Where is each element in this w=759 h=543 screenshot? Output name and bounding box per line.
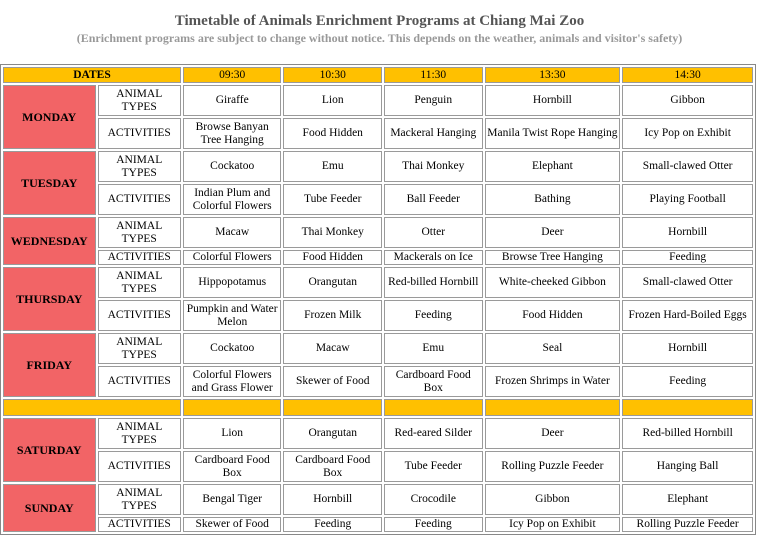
row-label-activities: ACTIVITIES xyxy=(98,300,181,331)
day-friday: FRIDAY xyxy=(3,333,96,397)
activity-cell: Frozen Shrimps in Water xyxy=(485,366,621,397)
weekend-separator-row xyxy=(3,399,753,416)
animal-cell: Emu xyxy=(283,151,382,182)
animal-cell: Hornbill xyxy=(283,484,382,515)
animal-cell: Seal xyxy=(485,333,621,364)
thursday-activities-row xyxy=(3,300,753,331)
activity-cell: Rolling Puzzle Feeder xyxy=(622,517,753,532)
row-label-activities: ACTIVITIES xyxy=(98,184,181,215)
row-label-animal-types: ANIMAL TYPES xyxy=(98,418,181,449)
thursday-animals-row xyxy=(3,267,753,298)
animal-cell: Cockatoo xyxy=(183,333,282,364)
sunday-activities-row xyxy=(3,517,753,532)
animal-cell: Deer xyxy=(485,217,621,248)
activity-cell: Indian Plum and Colorful Flowers xyxy=(183,184,282,215)
monday-activities-row xyxy=(3,118,753,149)
animal-cell: Elephant xyxy=(485,151,621,182)
activity-cell: Feeding xyxy=(384,300,483,331)
activity-cell: Feeding xyxy=(622,366,753,397)
activity-cell: Rolling Puzzle Feeder xyxy=(485,451,621,482)
animal-cell: Penguin xyxy=(384,85,483,116)
wednesday-animals-row xyxy=(3,217,753,248)
row-label-activities: ACTIVITIES xyxy=(98,118,181,149)
animal-cell: Lion xyxy=(283,85,382,116)
timetable xyxy=(0,64,756,535)
row-label-activities: ACTIVITIES xyxy=(98,451,181,482)
header-time: 14:30 xyxy=(622,67,753,83)
activity-cell: Mackerals on Ice xyxy=(384,250,483,265)
activity-cell: Food Hidden xyxy=(283,118,382,149)
animal-cell: Red-billed Hornbill xyxy=(384,267,483,298)
animal-cell: Orangutan xyxy=(283,267,382,298)
activity-cell: Pumpkin and Water Melon xyxy=(183,300,282,331)
activity-cell: Colorful Flowers xyxy=(183,250,282,265)
day-sunday: SUNDAY xyxy=(3,484,96,532)
activity-cell: Icy Pop on Exhibit xyxy=(485,517,621,532)
row-label-animal-types: ANIMAL TYPES xyxy=(98,267,181,298)
row-label-animal-types: ANIMAL TYPES xyxy=(98,85,181,116)
page-title: Timetable of Animals Enrichment Programs at Chiang Mai Zoo xyxy=(174,13,585,29)
header-row xyxy=(3,67,753,83)
separator-cell xyxy=(283,399,382,416)
row-label-activities: ACTIVITIES xyxy=(98,250,181,265)
animal-cell: Bengal Tiger xyxy=(183,484,282,515)
activity-cell: Playing Football xyxy=(622,184,753,215)
separator-cell xyxy=(384,399,483,416)
day-wednesday: WEDNESDAY xyxy=(3,217,96,265)
friday-activities-row xyxy=(3,366,753,397)
activity-cell: Browse Banyan Tree Hanging xyxy=(183,118,282,149)
row-label-animal-types: ANIMAL TYPES xyxy=(98,484,181,515)
activity-cell: Skewer of Food xyxy=(283,366,382,397)
activity-cell: Feeding xyxy=(283,517,382,532)
activity-cell: Skewer of Food xyxy=(183,517,282,532)
animal-cell: Red-eared Silder xyxy=(384,418,483,449)
header-time: 09:30 xyxy=(183,67,282,83)
monday-animals-row xyxy=(3,85,753,116)
wednesday-activities-row xyxy=(3,250,753,265)
row-label-animal-types: ANIMAL TYPES xyxy=(98,151,181,182)
animal-cell: Small-clawed Otter xyxy=(622,267,753,298)
activity-cell: Food Hidden xyxy=(283,250,382,265)
activity-cell: Food Hidden xyxy=(485,300,621,331)
animal-cell: Elephant xyxy=(622,484,753,515)
activity-cell: Manila Twist Rope Hanging xyxy=(485,118,621,149)
animal-cell: Macaw xyxy=(283,333,382,364)
activity-cell: Feeding xyxy=(622,250,753,265)
separator-cell xyxy=(183,399,282,416)
saturday-animals-row xyxy=(3,418,753,449)
row-label-activities: ACTIVITIES xyxy=(98,366,181,397)
day-saturday: SATURDAY xyxy=(3,418,96,482)
header-time: 10:30 xyxy=(283,67,382,83)
animal-cell: Hornbill xyxy=(485,85,621,116)
animal-cell: Lion xyxy=(183,418,282,449)
separator-cell xyxy=(485,399,621,416)
animal-cell: Hornbill xyxy=(622,217,753,248)
row-label-animal-types: ANIMAL TYPES xyxy=(98,333,181,364)
activity-cell: Cardboard Food Box xyxy=(283,451,382,482)
activity-cell: Cardboard Food Box xyxy=(183,451,282,482)
row-label-animal-types: ANIMAL TYPES xyxy=(98,217,181,248)
animal-cell: Red-billed Hornbill xyxy=(622,418,753,449)
activity-cell: Tube Feeder xyxy=(384,451,483,482)
activity-cell: Bathing xyxy=(485,184,621,215)
activity-cell: Mackeral Hanging xyxy=(384,118,483,149)
animal-cell: Small-clawed Otter xyxy=(622,151,753,182)
header-dates: DATES xyxy=(3,67,181,83)
animal-cell: Macaw xyxy=(183,217,282,248)
header-time: 13:30 xyxy=(485,67,621,83)
activity-cell: Tube Feeder xyxy=(283,184,382,215)
animal-cell: Crocodile xyxy=(384,484,483,515)
animal-cell: Cockatoo xyxy=(183,151,282,182)
animal-cell: Gibbon xyxy=(485,484,621,515)
activity-cell: Cardboard Food Box xyxy=(384,366,483,397)
day-tuesday: TUESDAY xyxy=(3,151,96,215)
animal-cell: Hornbill xyxy=(622,333,753,364)
activity-cell: Frozen Hard-Boiled Eggs xyxy=(622,300,753,331)
page-subtitle: (Enrichment programs are subject to change without notice. This depends on the weather, animals and visitor's safety) xyxy=(76,31,683,45)
header-time: 11:30 xyxy=(384,67,483,83)
tuesday-activities-row xyxy=(3,184,753,215)
animal-cell: White-cheeked Gibbon xyxy=(485,267,621,298)
animal-cell: Thai Monkey xyxy=(384,151,483,182)
day-monday: MONDAY xyxy=(3,85,96,149)
animal-cell: Otter xyxy=(384,217,483,248)
animal-cell: Orangutan xyxy=(283,418,382,449)
row-label-activities: ACTIVITIES xyxy=(98,517,181,532)
friday-animals-row xyxy=(3,333,753,364)
sunday-animals-row xyxy=(3,484,753,515)
activity-cell: Frozen Milk xyxy=(283,300,382,331)
day-thursday: THURSDAY xyxy=(3,267,96,331)
animal-cell: Gibbon xyxy=(622,85,753,116)
tuesday-animals-row xyxy=(3,151,753,182)
animal-cell: Giraffe xyxy=(183,85,282,116)
animal-cell: Hippopotamus xyxy=(183,267,282,298)
separator-cell xyxy=(622,399,753,416)
activity-cell: Hanging Ball xyxy=(622,451,753,482)
animal-cell: Deer xyxy=(485,418,621,449)
animal-cell: Emu xyxy=(384,333,483,364)
activity-cell: Colorful Flowers and Grass Flower xyxy=(183,366,282,397)
saturday-activities-row xyxy=(3,451,753,482)
activity-cell: Browse Tree Hanging xyxy=(485,250,621,265)
activity-cell: Icy Pop on Exhibit xyxy=(622,118,753,149)
animal-cell: Thai Monkey xyxy=(283,217,382,248)
separator-cell xyxy=(3,399,181,416)
activity-cell: Feeding xyxy=(384,517,483,532)
activity-cell: Ball Feeder xyxy=(384,184,483,215)
